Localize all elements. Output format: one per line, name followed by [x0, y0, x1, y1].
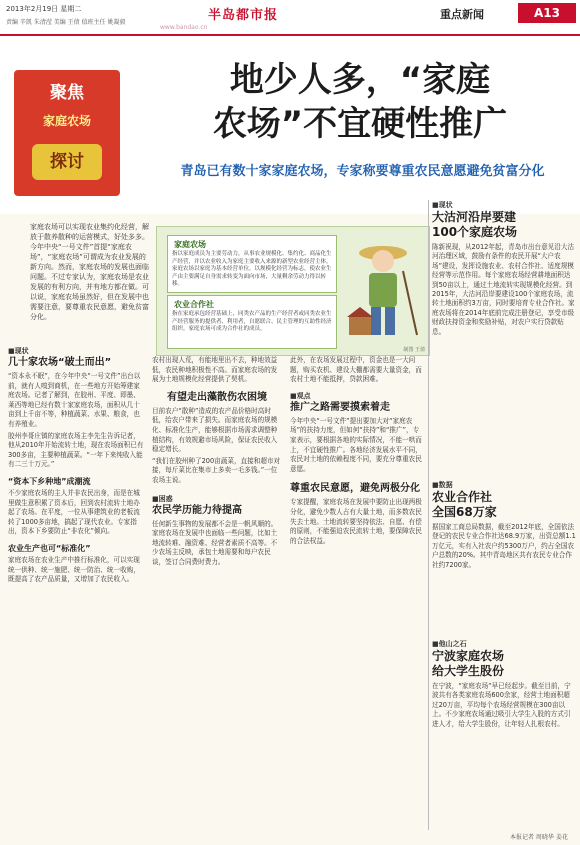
sub-headline: “资本下乡种地”成潮流: [8, 476, 91, 486]
paragraph: 农村出现人荒，有能地里出不去，种地效益低，农民种地积极性不高。而家庭农场的发展为土地规模化经营提供了契机。: [152, 356, 278, 384]
sidebar-headline-line1: 大沽河沿岸要建: [432, 210, 517, 224]
section-tag: ■现状: [432, 201, 453, 209]
paragraph: 此外，在农场发展过程中，资金也是一大问题，购买农机、建设大棚都需要大量资金，而农村土地不能抵押，贷款困难。: [290, 356, 422, 384]
paragraph: 家庭农场在农业生产中推行标准化，可以实现统一供种、统一施肥、统一防治、统一收购，既提高了农产品质量，又增加了农民收入。: [8, 555, 140, 584]
section-headline: 推广之路需要摸索着走: [290, 401, 390, 413]
definition-box-cooperative: [167, 295, 337, 349]
sidebar-headline-line2: 全国68万家: [432, 505, 497, 519]
definition-text: 指以家庭成员为主要劳动力，从事农业规模化、集约化、商品化生产经营，并以农业收入为家庭主要收入来源的新型农业经营主体。家庭农场以家庭为基本经营单位，以规模化经营为标志，使农业生产由主要满足自身需求转变为面向市场，大量剩余劳动力得以转移。: [172, 251, 332, 287]
reporter-byline: 本报记者 周晓华 姜花: [510, 834, 568, 841]
intro-paragraph: 家庭农场可以实现农业集约化经营，解放于散养散种的运营模式，好处多多。今年中央“一号文件”首提“家庭农场”，“家庭农场”可谓成为农业发展的新方向。然而，家庭农场的发展也面临问题。不过专家认为，家庭农场是农业发展的有利方向，并有地方都在做。可以说，家庭农场虽然好，但在发展中也需要注意，要尊重农民意愿，避免贫富分化。: [30, 223, 149, 321]
page-number: A13: [518, 3, 576, 23]
section-title: 重点新闻: [440, 8, 484, 21]
sidebar-headline-line2: 给大学生股份: [432, 664, 505, 678]
key-art-line1: 聚焦: [50, 83, 84, 103]
article-column-1: [8, 346, 144, 585]
subheadline: 青岛已有数十家家庭农场，专家称要尊重农民意愿避免贫富分化: [180, 164, 545, 179]
paragraph: 专家提醒，家庭农场在发展中要防止出现两极分化，避免少数人占有大量土地，而多数农民失去土地。土地流转要坚持依法、自愿、有偿的原则，不能强迫农民流转土地，要保障农民的合法权益。: [290, 498, 422, 545]
key-art-line3: 探讨: [32, 144, 102, 180]
paragraph: 目前农户“散种”造成的农产品价格时高时低，给农户带来了损失。而家庭农场的规模化、标准化生产，能够根据市场需求调整种植结构，有效规避市场风险，保证农民收入稳定增长。: [152, 406, 278, 454]
paragraph: 不少家庭农场的主人并非农民出身，而是在城里做生意积累了资本后，回到农村流转土地办起了农场。在平度，一位从事建筑业的老板流转了1000多亩地，搞起了现代农业。专家指出，资本下乡要防止“非农化”倾向。: [8, 488, 140, 536]
feature-key-art: [14, 70, 120, 196]
column-divider: [428, 200, 429, 830]
paragraph: 任何新生事物的发展都不会是一帆风顺的。家庭农场在发展中也面临一些问题，比如土地流转难、融资难、经营者素质不高等。不少农场主反映，承包土地需要和每户农民谈，签订合同费时费力。: [152, 519, 278, 566]
section-tag: ■困惑: [152, 494, 173, 503]
watermark: www.bandao.cn: [160, 24, 208, 31]
sidebar-article-text: 陈新祝现，从2012年起，青岛市出台意见沿大沽河治理区域，鼓励有条件的农民开展“大户农场”建设，发挥设施农业、农村合作社、适度规模经营等示范作用。每个家庭农场经营耕地面积达到50亩以上，通过土地流转实现规模化经营。到2015年，大沽河沿岸要建设100个家庭农场，流转土地面积约3万亩，同时要培育专业合作社。家庭农场将在2014年底前完成注册登记，享受市级财政扶持资金和奖励补贴，对农户实行贷款贴息。: [432, 243, 575, 336]
paragraph: “资本永不眠”，在今年中央“一号文件”出台以前，就有人嗅到商机，在一些地方开始筹建家庭农场。记者了解到，在胶州、平度、即墨、莱西等地已经有数十家家庭农场，面积从几十亩到上千亩不等，种植蔬菜、水果、粮食，也有养殖业。: [8, 372, 141, 428]
article-column-2: [152, 356, 282, 568]
key-art-line2: 家庭农场: [42, 114, 91, 128]
sidebar-column: [432, 200, 576, 832]
headline-line1: 地少人多，“家庭: [229, 60, 491, 100]
section-tag: ■他山之石: [432, 640, 467, 648]
section-tag: ■观点: [290, 391, 311, 400]
definition-text: 指在家庭承包经营基础上，同类农产品的生产经营者或同类农业生产经营服务的提供者、利用者，自愿联合、民主管理的互助性经济组织。家庭农场可成为合作社的成员。: [172, 311, 332, 332]
sidebar-article-text: 在宁波，“家庭农场”早已经起步。截至目前，宁波共有各类家庭农场600余家，经营土地面积超过20万亩，平均每个农场经营规模在300亩以上。不少家庭农场通过吸引大学生入股的方式引进人才，给大学生股份，让年轻人扎根农村。: [432, 682, 571, 728]
section-tag: ■现状: [8, 347, 29, 355]
page-header: [0, 0, 580, 36]
main-headline: [150, 58, 570, 146]
sidebar-article-text: 据国家工商总局数据，截至2012年底，全国依法登记的农民专业合作社达68.9万家，出资总额1.1万亿元，实有入社农户约5300万户，约占全国农户总数的20%。其中青岛地区共有农民专业合作社约7200家。: [432, 523, 576, 569]
paragraph: “我们在胶州种了200亩蔬菜，直接和超市对接，每斤菜比在集市上多卖一毛多钱。”一位农场主说。: [152, 456, 281, 484]
sidebar-headline-line1: 宁波家庭农场: [432, 649, 505, 663]
paragraph: 今年中央“一号文件”提出要加大对“家庭农场”的扶持力度，但如何“扶持”和“推广”，专家表示，要根据各地的实际情况，不能一哄而上，不宜硬性推广。各地经济发展水平不同，农民对土地的依赖程度不同，要充分尊重农民意愿。: [290, 416, 422, 473]
section-headline: 几十家农场“破土而出”: [8, 357, 112, 368]
definition-title: 家庭农场: [174, 240, 206, 249]
headline-line2: 农场”不宜硬性推广: [212, 104, 508, 144]
definition-box-family-farm: [167, 235, 337, 293]
editor-credits: 责编 辛凯 朱清滢 美编 王倩 值班主任 姚凝毅: [6, 19, 126, 26]
farmer-illustration-icon: [343, 231, 425, 347]
issue-date: 2013年2月19日 星期二: [6, 5, 82, 13]
paragraph: 胶州李哥庄镇的家庭农场主李先生告诉记者，他从2010年开始流转土地，现在农场面积已有300多亩，主要种植蔬菜。“一年下来纯收入能有二三十万元。”: [8, 431, 144, 469]
sidebar-headline-line1: 农业合作社: [432, 490, 493, 504]
article-column-3: [290, 356, 424, 546]
section-headline: 农民学历能力待提高: [152, 504, 242, 516]
sub-headline: 农业生产也可“标准化”: [8, 543, 91, 553]
illustration-credit: 制图 王倩: [403, 347, 425, 353]
newspaper-logo: 半岛都市报: [208, 8, 279, 23]
sub-headline: 有望走出藻散伤农困境: [167, 391, 267, 403]
definition-title: 农业合作社: [174, 300, 214, 309]
explainer-illustration: [156, 226, 430, 356]
section-headline: 尊重农民意愿，避免两极分化: [290, 483, 420, 495]
section-tag: ■数据: [432, 481, 453, 489]
sidebar-headline-line2: 100个家庭农场: [432, 225, 518, 239]
